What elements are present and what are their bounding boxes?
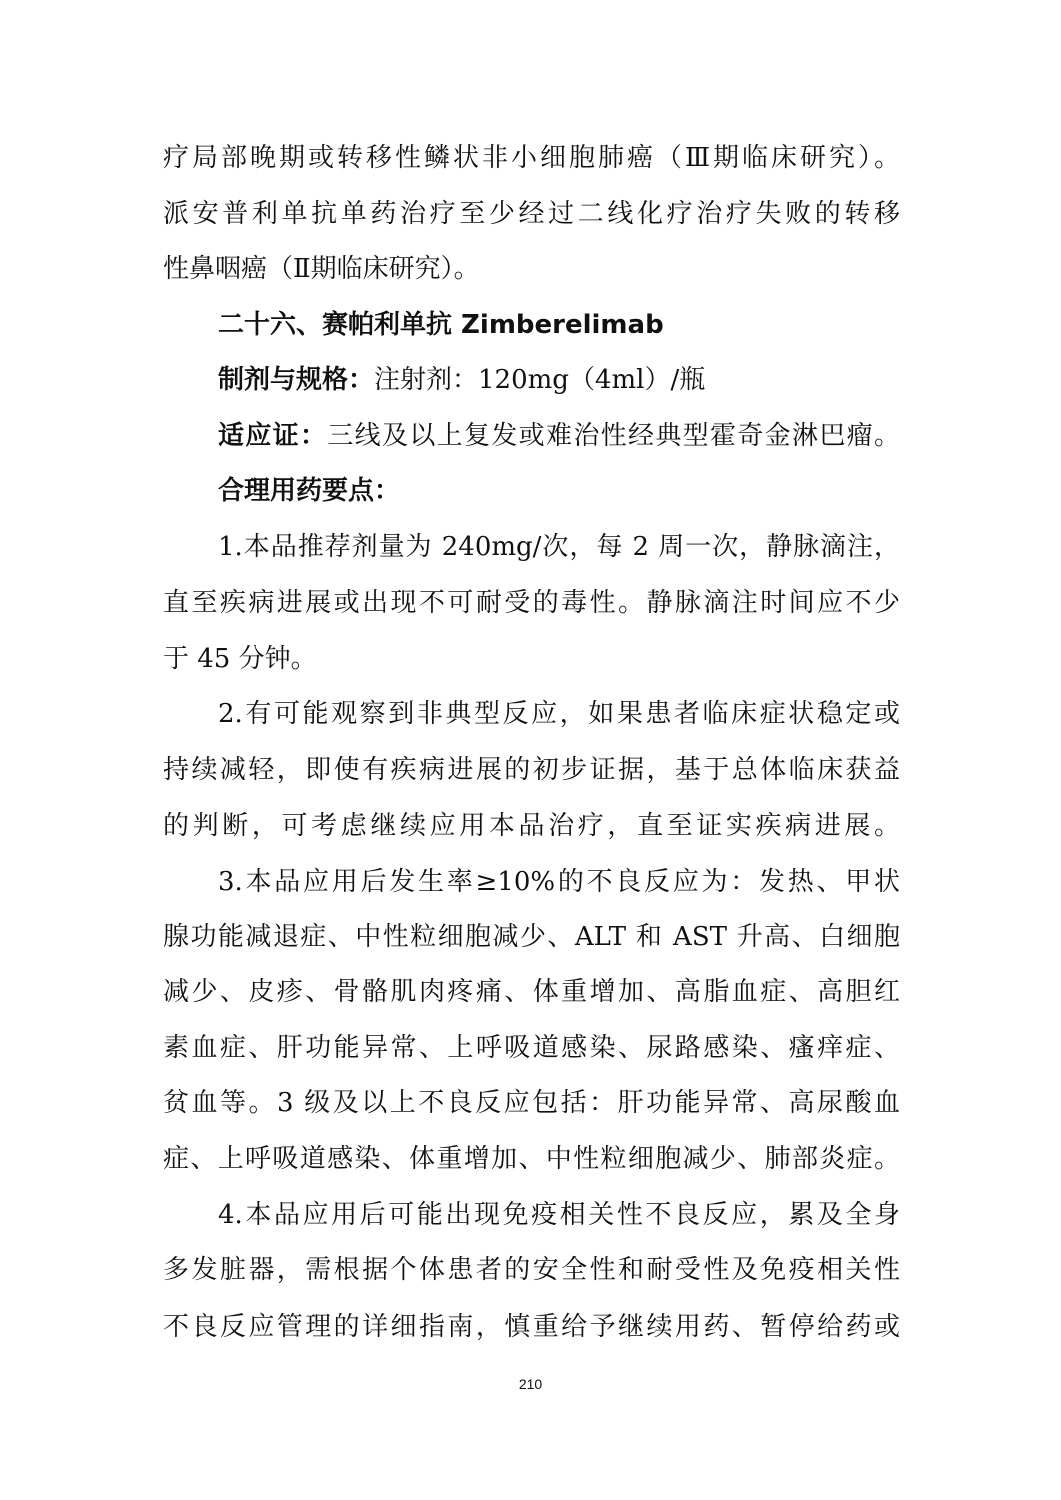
point-line: 于 45 分钟。 — [163, 644, 317, 674]
point-line: 减少、皮疹、骨骼肌肉疼痛、体重增加、高脂血症、高胆红 — [163, 977, 900, 1007]
point-line: 4.本品应用后可能出现免疫相关性不良反应，累及全身 — [218, 1200, 900, 1230]
point-line: 不良反应管理的详细指南，慎重给予继续用药、暂停给药或 — [163, 1312, 900, 1342]
point-line: 2.有可能观察到非典型反应，如果患者临床症状稳定或 — [218, 699, 900, 729]
indication-value: 三线及以上复发或难治性经典型霍奇金淋巴瘤。 — [327, 421, 900, 451]
point-line: 腺功能减退症、中性粒细胞减少、ALT 和 AST 升高、白细胞 — [163, 922, 900, 952]
point-line: 3.本品应用后发生率≥10%的不良反应为：发热、甲状 — [218, 867, 900, 897]
formulation-value: 注射剂：120mg（4ml）/瓶 — [374, 365, 706, 395]
point-line: 素血症、肝功能异常、上呼吸道感染、尿路感染、瘙痒症、 — [163, 1033, 900, 1063]
formulation-label: 制剂与规格： — [218, 365, 375, 395]
point-line: 持续减轻，即使有疾病进展的初步证据，基于总体临床获益 — [163, 755, 900, 785]
indication-line — [218, 418, 900, 454]
text-line: 性鼻咽癌（Ⅱ期临床研究）。 — [163, 254, 480, 284]
key-points-heading: 合理用药要点： — [218, 476, 401, 506]
text-line: 疗局部晚期或转移性鳞状非小细胞肺癌（Ⅲ期临床研究）。 — [163, 143, 900, 173]
text-line: 派安普利单抗单药治疗至少经过二线化疗治疗失败的转移 — [163, 199, 900, 229]
formulation-line — [218, 362, 900, 398]
section-title: 二十六、赛帕利单抗 Zimberelimab — [218, 310, 664, 340]
point-line: 1.本品推荐剂量为 240mg/次，每 2 周一次，静脉滴注， — [218, 532, 900, 562]
point-line: 多发脏器，需根据个体患者的安全性和耐受性及免疫相关性 — [163, 1255, 900, 1285]
point-line: 贫血等。3 级及以上不良反应包括：肝功能异常、高尿酸血 — [163, 1088, 900, 1118]
indication-label: 适应证： — [218, 421, 328, 451]
point-line: 直至疾病进展或出现不可耐受的毒性。静脉滴注时间应不少 — [163, 588, 900, 618]
point-line: 症、上呼吸道感染、体重增加、中性粒细胞减少、肺部炎症。 — [163, 1144, 900, 1174]
point-line: 的判断，可考虑继续应用本品治疗，直至证实疾病进展。 — [163, 811, 900, 841]
page-number: 210 — [518, 1376, 543, 1392]
